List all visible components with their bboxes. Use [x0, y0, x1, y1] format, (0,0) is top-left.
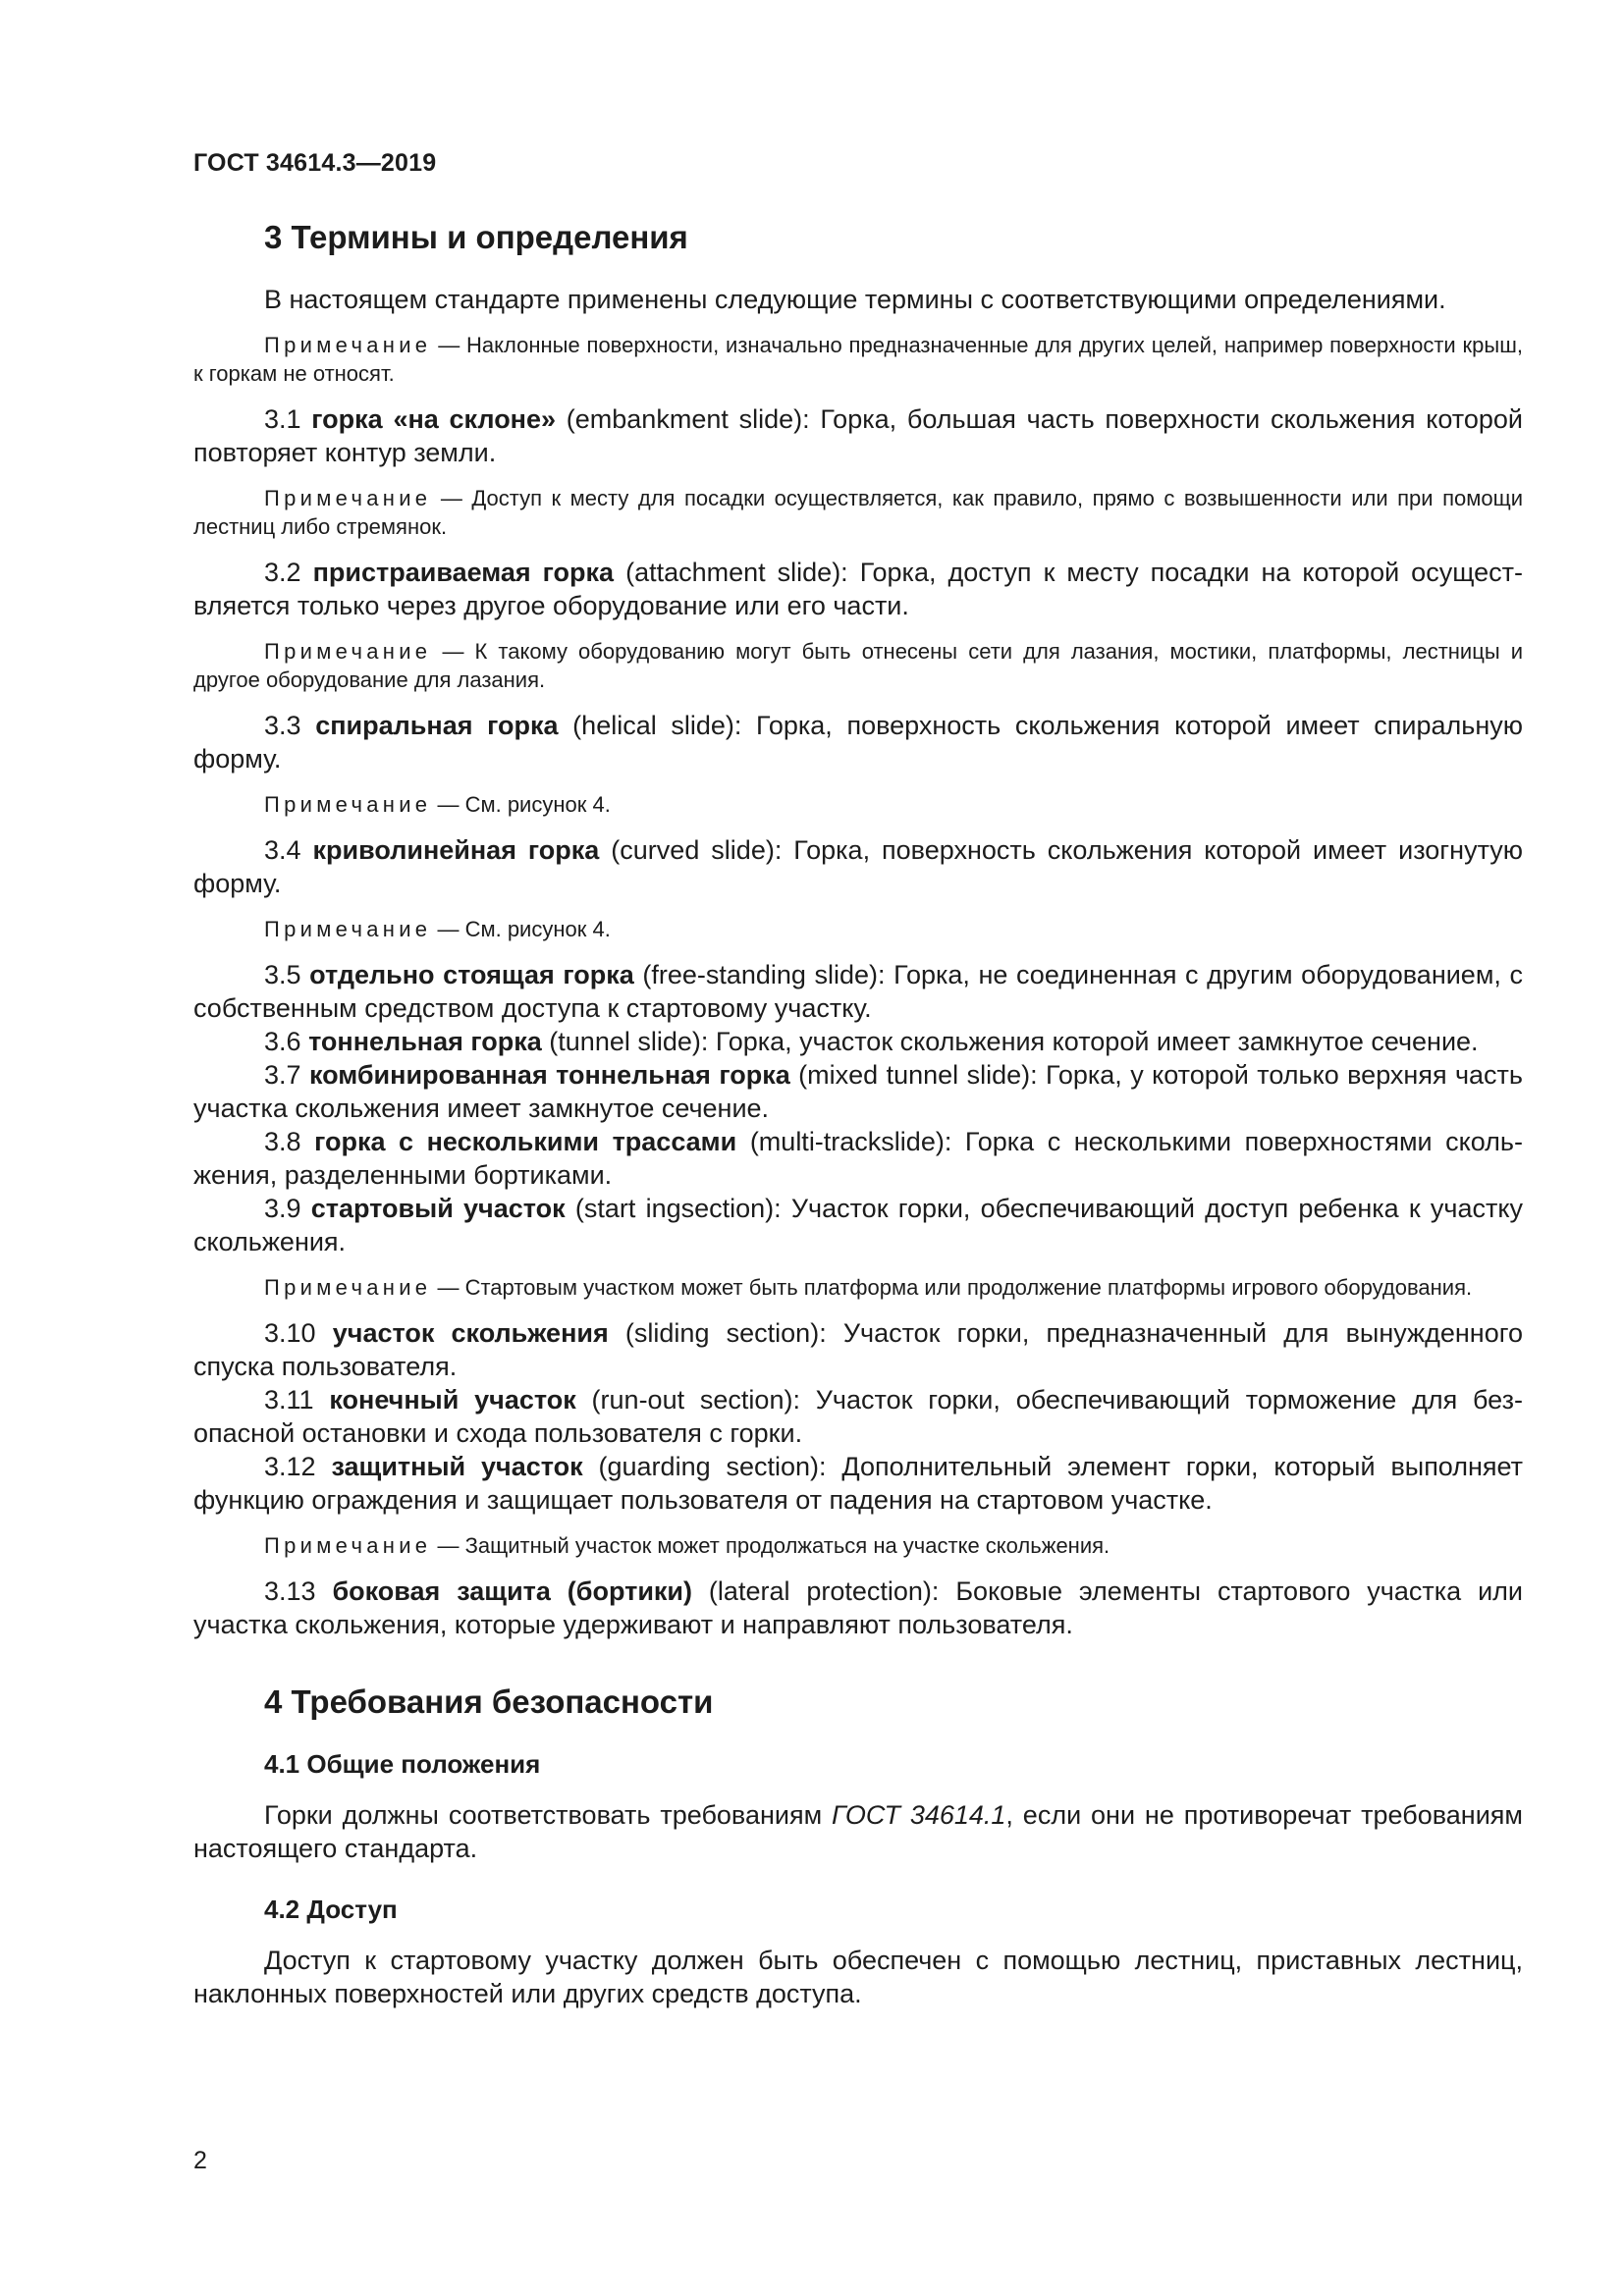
document-body — [193, 218, 1523, 2010]
page-number: 2 — [193, 2147, 207, 2174]
term-definition — [193, 1383, 1523, 1450]
note-label: Примечание — [264, 333, 432, 357]
note-label: Примечание — [264, 486, 432, 510]
term-definition — [193, 958, 1523, 1025]
section-3-intro: В настоящем стандарте применены следующие термины с соответствующими определениями. — [264, 285, 1446, 314]
term-name: пристраиваемая горка — [312, 558, 615, 587]
term-text: (free-standing slide): Горка, не соединенная с другим оборудованием, с собственным средством доступа к стартовому участку. — [193, 960, 1523, 1023]
term-text: (tunnel slide): Горка, участок скольжения которой имеет замкнутое сечение. — [541, 1027, 1479, 1056]
term-name: криволинейная горка — [312, 835, 600, 865]
term-definition — [193, 1450, 1523, 1517]
term-number: 3.12 — [264, 1452, 316, 1481]
term-definition — [193, 833, 1523, 900]
term-text: (mixed tunnel slide): Горка, у которой только верхняя часть участка скольжения имеет замкнутое сечение. — [193, 1060, 1523, 1123]
subsection-4-2-title: 4.2 Доступ — [264, 1895, 398, 1924]
standard-reference: ГОСТ 34614.1 — [832, 1800, 1006, 1830]
term-definition — [193, 1316, 1523, 1383]
note-text: — См. рисунок 4. — [437, 917, 611, 941]
term-name: горка с несколькими трассами — [314, 1127, 737, 1156]
term-number: 3.11 — [264, 1385, 314, 1415]
note — [193, 1531, 1523, 1560]
term-definition — [193, 709, 1523, 775]
term-text: (run-out section): Участок горки, обеспечивающий торможение для безопасной остановки и схода пользователя с горки. — [193, 1385, 1523, 1448]
term-definition — [193, 1575, 1523, 1641]
term-number: 3.7 — [264, 1060, 301, 1090]
section-3-title: 3 Термины и определения — [264, 219, 688, 255]
subsection-4-1-text — [193, 1798, 1523, 1865]
term-definition — [193, 1125, 1523, 1192]
term-number: 3.3 — [264, 711, 301, 740]
subsection-4-2-text: Доступ к стартовому участку должен быть обеспечен с помощью лестниц, приставных лестниц, наклонных поверхностей или других средств доступа. — [193, 1946, 1523, 2008]
term-number: 3.6 — [264, 1027, 301, 1056]
note — [193, 790, 1523, 819]
term-text: (multi-trackslide): Горка с несколькими поверхностями скольжения, разделенными бортиками. — [193, 1127, 1523, 1190]
term-text: (embankment slide): Горка, большая часть поверхности скольжения которой повторяет контур земли. — [193, 404, 1523, 467]
term-name: горка «на склоне» — [311, 404, 557, 434]
term-text: (start ingsection): Участок горки, обеспечивающий доступ ребенка к участку скольжения. — [193, 1194, 1523, 1256]
term-definition — [193, 1192, 1523, 1258]
term-name: комбинированная тоннельная горка — [308, 1060, 790, 1090]
note-text: — Стартовым участком может быть платформа или продолжение платформы игрового оборудования. — [437, 1275, 1473, 1300]
note — [193, 915, 1523, 943]
term-text: (helical slide): Горка, поверхность скольжения которой имеет спиральную форму. — [193, 711, 1523, 774]
term-definition — [193, 1025, 1523, 1058]
term-number: 3.13 — [264, 1576, 316, 1606]
term-definition — [193, 556, 1523, 622]
text-part: Горки должны соответствовать требованиям — [264, 1800, 833, 1830]
note-text: — Защитный участок может продолжаться на участке скольжения. — [437, 1533, 1110, 1558]
document-header: ГОСТ 34614.3—2019 — [193, 149, 437, 177]
note-label: Примечание — [264, 1275, 432, 1300]
term-name: тоннельная горка — [308, 1027, 542, 1056]
note-text: — Наклонные поверхности, изначально предназначенные для других целей, например поверхности крыш, к горкам не относят. — [193, 333, 1523, 386]
term-name: боковая защита (бортики) — [332, 1576, 693, 1606]
note-text: — Доступ к месту для посадки осуществляется, как правило, прямо с возвышенности или при помощи лестниц либо стремянок. — [193, 486, 1523, 539]
term-text: (curved slide): Горка, поверхность скольжения которой имеет изогнутую форму. — [193, 835, 1523, 898]
term-name: отдельно стоящая горка — [309, 960, 634, 989]
term-number: 3.4 — [264, 835, 301, 865]
term-name: защитный участок — [331, 1452, 583, 1481]
text-part: , если они не противоречат требованиям настоящего стандарта. — [193, 1800, 1523, 1863]
term-number: 3.5 — [264, 960, 301, 989]
term-number: 3.10 — [264, 1318, 316, 1348]
term-name: стартовый участок — [310, 1194, 566, 1223]
term-number: 3.8 — [264, 1127, 301, 1156]
note-text: — К такому оборудованию могут быть отнесены сети для лазания, мостики, платформы, лестницы и другое оборудование для лазания. — [193, 639, 1523, 692]
section-4-title: 4 Требования безопасности — [264, 1683, 714, 1720]
note-label: Примечание — [264, 1533, 432, 1558]
note-label: Примечание — [264, 792, 432, 817]
term-name: конечный участок — [329, 1385, 576, 1415]
term-definition — [193, 1058, 1523, 1125]
note — [193, 484, 1523, 541]
note-text: — См. рисунок 4. — [437, 792, 611, 817]
term-number: 3.1 — [264, 404, 301, 434]
term-definition — [193, 402, 1523, 469]
term-name: участок скольжения — [332, 1318, 609, 1348]
note — [193, 637, 1523, 694]
note-label: Примечание — [264, 639, 432, 664]
term-text: (lateral protection): Боковые элементы стартового участка или участка скольжения, которые удерживают и направляют пользователя. — [193, 1576, 1523, 1639]
term-name: спиральная горка — [315, 711, 559, 740]
term-text: (guarding section): Дополнительный элемент горки, который выполняет функцию ограждения и защищает пользователя от падения на стартовом участке. — [193, 1452, 1524, 1515]
term-text: (attachment slide): Горка, доступ к месту посадки на которой осуществляется только через другое оборудование или его части. — [193, 558, 1523, 620]
term-number: 3.2 — [264, 558, 301, 587]
note — [193, 1273, 1523, 1302]
note — [193, 331, 1523, 388]
term-number: 3.9 — [264, 1194, 301, 1223]
note-label: Примечание — [264, 917, 432, 941]
term-text: (sliding section): Участок горки, предназначенный для вынужденного спуска пользователя. — [193, 1318, 1523, 1381]
subsection-4-1-title: 4.1 Общие положения — [264, 1749, 541, 1779]
